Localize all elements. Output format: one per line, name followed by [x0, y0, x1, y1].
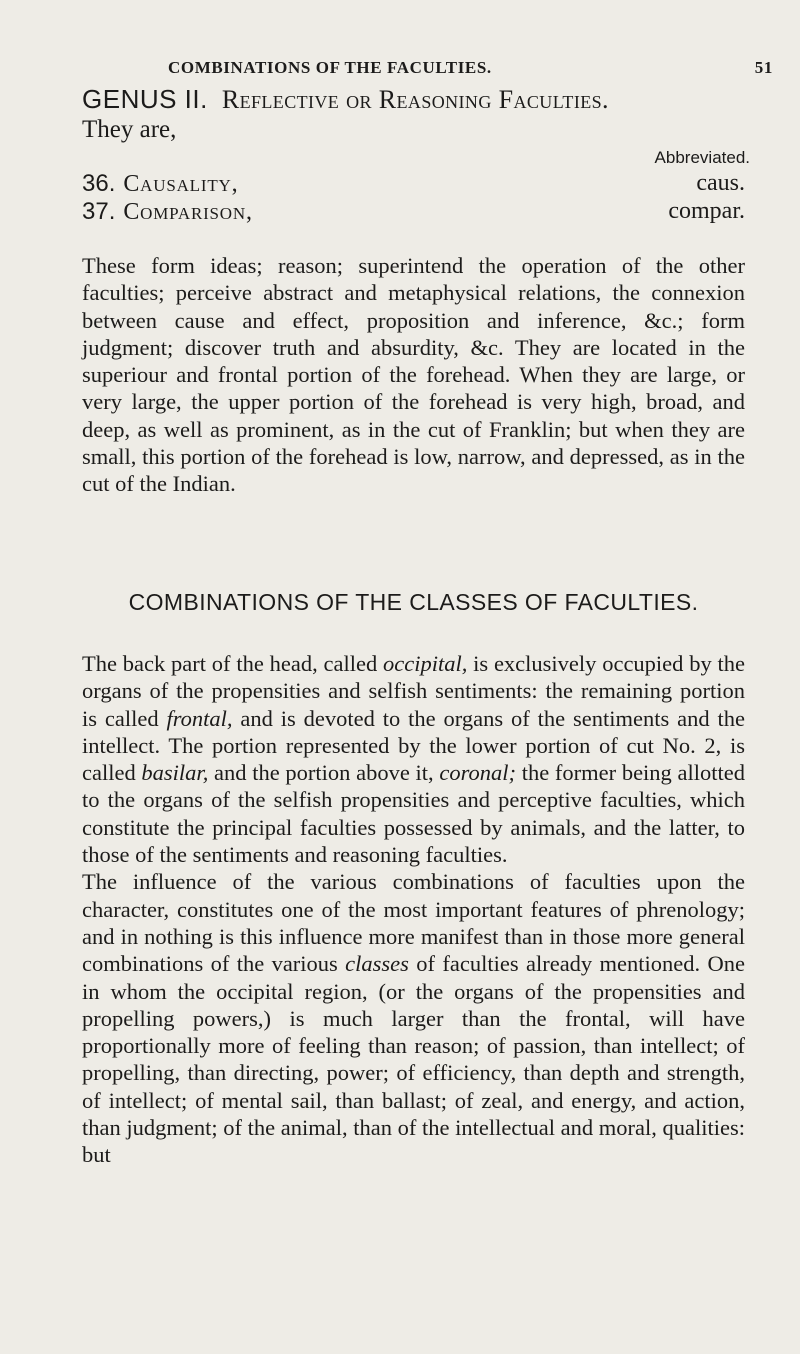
paragraph-combinations-influence [82, 868, 745, 1168]
text-run: of faculties already mentioned. One in whom the occipital region, (or the organs of the propensities and propelling powers,) is much larger than the frontal, will have proportionally more of feeling than reason; of passion, than intellect; of propelling, than directing, power; of efficiency, than depth and strength, of intellect; of mental sail, than ballast; of zeal, and energy, and action, than judgment; of the animal, than of the intellectual and moral, qualities: but [82, 951, 745, 1168]
text-run: the former being allotted to the organs of the selfish propensities and perceptive faculties, which constitute the principal faculties possessed by animals, and the latter, to those of the sentiments and reasoning faculties. [82, 760, 745, 868]
faculty-abbreviation: compar. [668, 198, 745, 224]
running-head-title: COMBINATIONS OF THE FACULTIES. [168, 58, 492, 77]
text-run: The influence of the various combinations of faculties upon the character, constitutes one of the most important features of phrenology; and in nothing is this influence more manifest than in those more general combinations of the various [82, 869, 745, 977]
text-run: and is devoted to the organs of the sentiments and the intellect. The portion represented by the lower portion of cut No. 2, is called [82, 705, 745, 786]
italic-term: classes [345, 951, 409, 977]
faculty-number: 36. [82, 170, 116, 197]
paragraph-reflective-faculties: These form ideas; reason; superintend the operation of the other faculties; perceive abstract and metaphysical relations, the connexion between cause and effect, proposition and inference, &c.; form judgment; discover truth and absurdity, &c. They are located in the superiour and frontal portion of the forehead. When they are large, or very large, the upper portion of the forehead is very high, broad, and deep, as well as prominent, as in the cut of Franklin; but when they are small, this portion of the forehead is low, narrow, and depressed, as in the cut of the Indian. [82, 253, 745, 497]
faculty-row [82, 170, 745, 198]
they-are-intro: They are, [82, 116, 177, 143]
faculty-abbreviation: caus. [696, 170, 745, 196]
faculty-number: 37. [82, 198, 116, 225]
genus-label: GENUS II. [82, 84, 208, 114]
page-number: 51 [754, 58, 773, 77]
italic-term: frontal, [166, 705, 233, 731]
faculty-name: Comparison, [123, 199, 253, 225]
running-head [168, 58, 773, 78]
genus-heading [82, 84, 609, 115]
text-run: The back part of the head, called [82, 651, 383, 676]
faculty-name: Causality, [123, 171, 239, 197]
text-run: and the portion above it, [208, 760, 440, 786]
section-heading: COMBINATIONS OF THE CLASSES OF FACULTIES. [128, 589, 699, 615]
abbreviated-column-header: Abbreviated. [654, 148, 750, 167]
genus-title: Reflective or Reasoning Faculties. [221, 85, 609, 114]
italic-term: occipital, [383, 651, 468, 676]
text-run: is exclusively occupied by the organs of the propensities and selfish sentiments: the remaining portion is called [82, 651, 745, 731]
italic-term: coronal; [439, 760, 517, 786]
paragraph-occipital-frontal [82, 650, 745, 868]
faculty-row [82, 198, 745, 226]
italic-term: basilar, [141, 760, 209, 786]
body-text [82, 650, 745, 1169]
